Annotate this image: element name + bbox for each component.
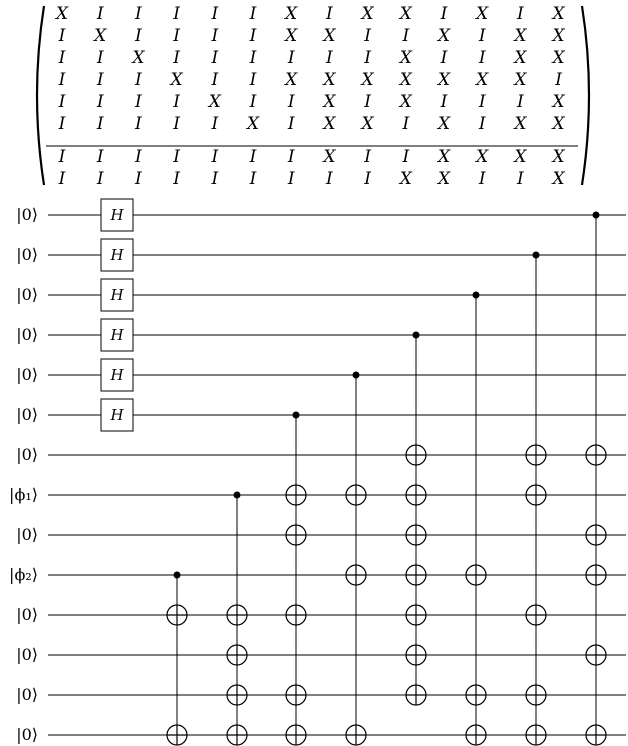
target-oplus <box>406 565 426 585</box>
matrix-entry: X <box>285 70 298 90</box>
wire-label: |0⟩ <box>16 725 38 744</box>
stabilizer-matrix <box>37 4 589 189</box>
wire-label: |0⟩ <box>16 285 38 304</box>
matrix-entry: X <box>514 114 527 134</box>
target-oplus <box>466 565 486 585</box>
matrix-entry: I <box>96 147 104 167</box>
matrix-entry: X <box>476 70 489 90</box>
matrix-entry: X <box>399 169 412 189</box>
matrix-entry: X <box>437 70 451 90</box>
matrix-entry: X <box>323 70 336 90</box>
matrix-entry: I <box>135 4 142 24</box>
matrix-entry: I <box>364 48 371 68</box>
matrix-entry: X <box>399 92 412 112</box>
matrix-entry: X <box>552 114 565 134</box>
target-oplus <box>227 605 247 625</box>
target-oplus <box>346 485 366 505</box>
matrix-entry: I <box>58 169 66 189</box>
control-dot <box>533 252 540 259</box>
quantum-circuit <box>9 199 626 745</box>
control-dot <box>473 292 480 299</box>
matrix-entry: I <box>249 70 257 90</box>
matrix-entry: I <box>173 92 180 112</box>
matrix-entry: X <box>552 26 565 46</box>
target-oplus <box>586 645 606 665</box>
matrix-entry: I <box>58 70 66 90</box>
matrix-entry: I <box>96 114 104 134</box>
matrix-entry: I <box>211 70 219 90</box>
matrix-entry: X <box>552 169 565 189</box>
matrix-entry: X <box>323 92 336 112</box>
matrix-entry: I <box>96 169 104 189</box>
matrix-entry: X <box>399 4 412 24</box>
target-oplus <box>466 725 486 745</box>
target-oplus <box>406 445 426 465</box>
target-oplus <box>586 725 606 745</box>
hadamard-gate <box>101 239 133 271</box>
hadamard-label: H <box>110 326 124 344</box>
wire-label: |0⟩ <box>16 605 38 624</box>
matrix-entry: I <box>211 114 219 134</box>
hadamard-gate <box>101 199 133 231</box>
hadamard-label: H <box>110 406 124 424</box>
target-oplus <box>406 485 426 505</box>
matrix-entry: X <box>132 48 145 68</box>
control-dot <box>293 412 300 419</box>
cnot-column <box>586 212 606 746</box>
control-dot <box>234 492 241 499</box>
matrix-entry: I <box>249 48 257 68</box>
matrix-entry: I <box>135 92 142 112</box>
matrix-entry: I <box>478 114 486 134</box>
wire-label: |0⟩ <box>16 205 38 224</box>
cnot-column <box>167 572 187 746</box>
matrix-entry: I <box>364 147 371 167</box>
matrix-entry: I <box>555 70 562 90</box>
matrix-entry: I <box>287 48 295 68</box>
matrix-entry: I <box>478 92 486 112</box>
target-oplus <box>167 605 187 625</box>
matrix-entry: X <box>170 70 183 90</box>
target-oplus <box>586 445 606 465</box>
matrix-entry: I <box>135 26 142 46</box>
hadamard-label: H <box>110 366 124 384</box>
target-oplus <box>286 485 306 505</box>
target-oplus <box>346 725 366 745</box>
matrix-entry: I <box>402 114 410 134</box>
matrix-entry: I <box>173 169 180 189</box>
matrix-entry: I <box>211 4 219 24</box>
matrix-entry: I <box>58 114 66 134</box>
matrix-entry: X <box>323 26 336 46</box>
wire-label: |0⟩ <box>16 645 38 664</box>
matrix-entry: I <box>249 26 257 46</box>
matrix-entry: I <box>96 4 104 24</box>
hadamard-gate <box>101 319 133 351</box>
hadamard-label: H <box>110 246 124 264</box>
control-dot <box>593 212 600 219</box>
matrix-entry: I <box>135 147 142 167</box>
matrix-entry: I <box>173 147 180 167</box>
matrix-entry: I <box>173 26 180 46</box>
cnot-column <box>406 332 426 706</box>
target-oplus <box>406 645 426 665</box>
matrix-entry: I <box>135 114 142 134</box>
matrix-entry: I <box>173 4 180 24</box>
target-oplus <box>286 605 306 625</box>
control-dot <box>413 332 420 339</box>
matrix-entry: I <box>249 169 257 189</box>
matrix-entry: I <box>173 48 180 68</box>
target-oplus <box>227 685 247 705</box>
cnot-column <box>466 292 486 746</box>
target-oplus <box>286 725 306 745</box>
matrix-entry: X <box>285 4 298 24</box>
hadamard-gate <box>101 359 133 391</box>
target-oplus <box>286 525 306 545</box>
matrix-entry: I <box>478 169 486 189</box>
matrix-entry: I <box>135 70 142 90</box>
matrix-entry: I <box>478 48 486 68</box>
matrix-entry: I <box>364 26 371 46</box>
matrix-entry: X <box>361 114 374 134</box>
matrix-entry: X <box>437 26 451 46</box>
cnot-column <box>286 412 306 746</box>
matrix-left-paren <box>37 6 44 185</box>
matrix-entry: I <box>326 169 333 189</box>
matrix-entry: I <box>211 169 219 189</box>
matrix-entry: I <box>326 4 333 24</box>
hadamard-label: H <box>110 286 124 304</box>
matrix-entry: I <box>287 147 295 167</box>
matrix-entry: I <box>287 114 295 134</box>
matrix-entry: I <box>440 48 448 68</box>
target-oplus <box>526 485 546 505</box>
matrix-entry: X <box>94 26 107 46</box>
target-oplus <box>406 525 426 545</box>
matrix-entry: X <box>246 114 260 134</box>
target-oplus <box>466 685 486 705</box>
wire-label: |0⟩ <box>16 685 38 704</box>
target-oplus <box>526 445 546 465</box>
matrix-entry: X <box>437 169 451 189</box>
target-oplus <box>346 565 366 585</box>
matrix-entry: I <box>96 92 104 112</box>
hadamard-gate <box>101 399 133 431</box>
matrix-entry: X <box>514 147 527 167</box>
target-oplus <box>586 565 606 585</box>
matrix-entry: I <box>402 147 410 167</box>
control-dot <box>353 372 360 379</box>
cnot-column <box>227 492 247 746</box>
matrix-entry: X <box>552 92 565 112</box>
matrix-entry: I <box>96 70 104 90</box>
matrix-entry: I <box>364 92 371 112</box>
matrix-entry: X <box>476 147 489 167</box>
control-dot <box>174 572 181 579</box>
target-oplus <box>406 685 426 705</box>
matrix-entry: X <box>399 48 412 68</box>
hadamard-gate <box>101 279 133 311</box>
hadamard-label: H <box>110 206 124 224</box>
wire-label: |0⟩ <box>16 525 38 544</box>
wire-label: |0⟩ <box>16 245 38 264</box>
matrix-entry: X <box>514 70 527 90</box>
matrix-entry: I <box>440 92 448 112</box>
target-oplus <box>227 725 247 745</box>
matrix-entry: I <box>249 4 257 24</box>
cnot-column <box>526 252 546 746</box>
matrix-entry: I <box>517 169 524 189</box>
target-oplus <box>586 525 606 545</box>
matrix-entry: X <box>437 147 451 167</box>
matrix-entry: I <box>58 48 66 68</box>
target-oplus <box>526 725 546 745</box>
matrix-right-paren <box>582 6 589 185</box>
wire-label: |0⟩ <box>16 325 38 344</box>
matrix-entry: X <box>514 48 527 68</box>
wire-label: |0⟩ <box>16 365 38 384</box>
matrix-entry: X <box>285 26 298 46</box>
matrix-entry: I <box>96 48 104 68</box>
matrix-entry: I <box>249 92 257 112</box>
target-oplus <box>406 605 426 625</box>
matrix-entry: I <box>211 147 219 167</box>
matrix-entry: I <box>402 26 410 46</box>
wire-label: |ϕ₁⟩ <box>9 485 38 504</box>
matrix-entry: I <box>326 48 333 68</box>
target-oplus <box>526 685 546 705</box>
matrix-entry: I <box>173 114 180 134</box>
target-oplus <box>526 605 546 625</box>
matrix-entry: X <box>361 70 374 90</box>
matrix-entry: I <box>287 169 295 189</box>
matrix-entry: X <box>437 114 451 134</box>
matrix-entry: X <box>361 4 374 24</box>
matrix-entry: I <box>135 169 142 189</box>
matrix-entry: I <box>58 147 66 167</box>
matrix-entry: X <box>323 147 336 167</box>
matrix-entry: X <box>323 114 336 134</box>
matrix-entry: X <box>552 4 565 24</box>
matrix-entry: X <box>552 48 565 68</box>
matrix-entry: I <box>287 92 295 112</box>
wire-label: |ϕ₂⟩ <box>9 565 38 584</box>
matrix-entry: X <box>476 4 489 24</box>
target-oplus <box>167 725 187 745</box>
matrix-entry: X <box>55 4 69 24</box>
target-oplus <box>227 645 247 665</box>
matrix-entry: I <box>517 4 524 24</box>
matrix-entry: I <box>58 92 66 112</box>
matrix-entry: X <box>208 92 221 112</box>
matrix-entry: I <box>478 26 486 46</box>
target-oplus <box>286 685 306 705</box>
matrix-entry: I <box>249 147 257 167</box>
matrix-entry: X <box>399 70 412 90</box>
wire-label: |0⟩ <box>16 405 38 424</box>
matrix-entry: X <box>514 26 527 46</box>
matrix-entry: I <box>364 169 371 189</box>
wire-label: |0⟩ <box>16 445 38 464</box>
matrix-entry: I <box>440 4 448 24</box>
matrix-entry: I <box>58 26 66 46</box>
matrix-entry: I <box>211 26 219 46</box>
matrix-entry: I <box>211 48 219 68</box>
cnot-column <box>346 372 366 746</box>
matrix-entry: I <box>517 92 524 112</box>
matrix-entry: X <box>552 147 565 167</box>
